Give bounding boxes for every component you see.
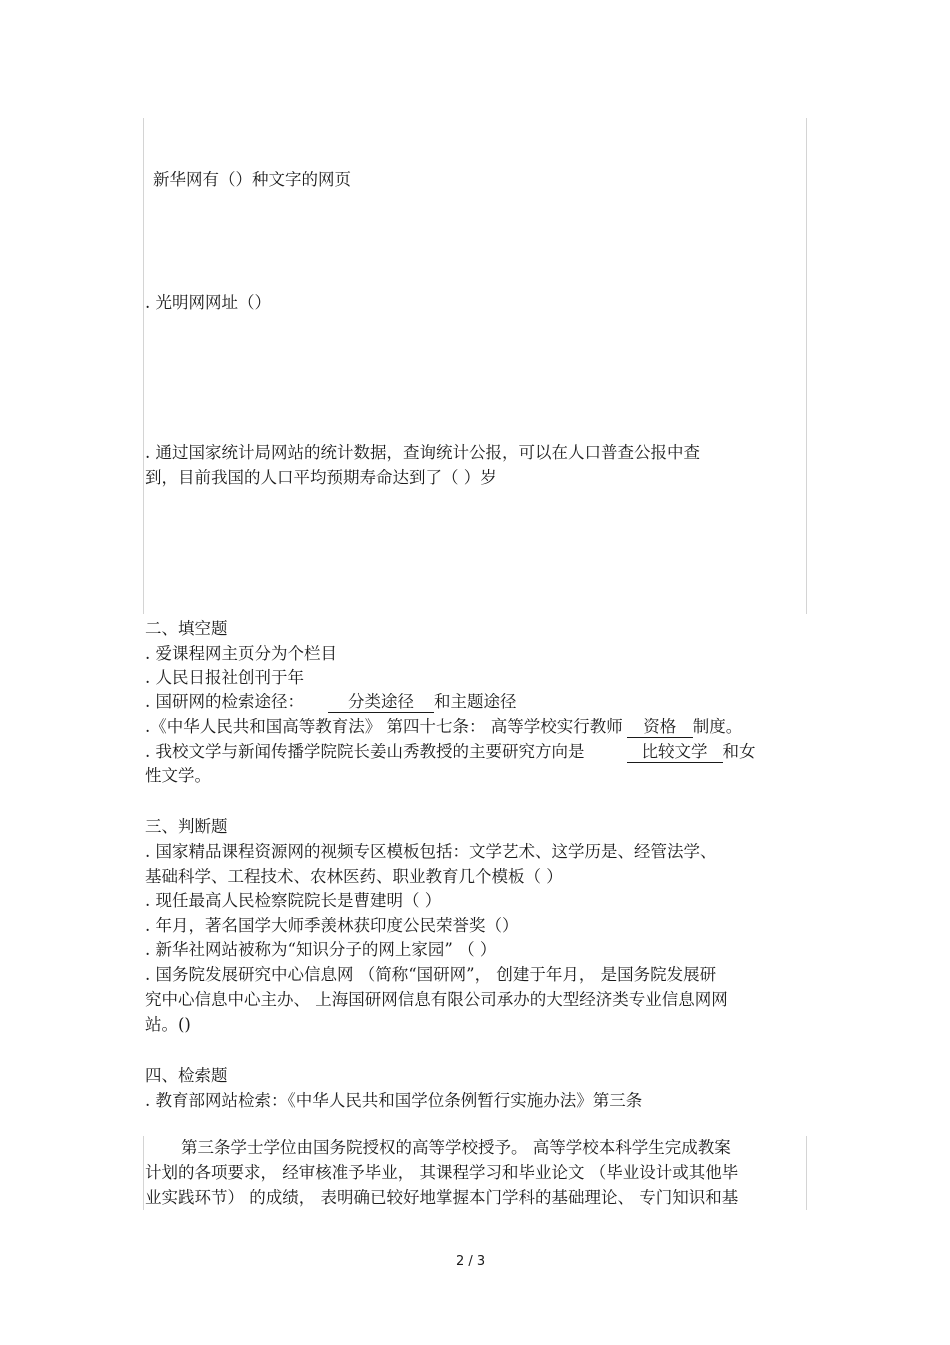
judge-item-4: . 新华社网站被称为“知识分子的网上家园” （ ） [145, 940, 497, 959]
judge-item-2: . 现任最高人民检察院院长是曹建明（ ） [145, 891, 442, 910]
question-guangming-url: . 光明网网址（） [145, 293, 271, 312]
fill-item-5-text: . 我校文学与新闻传播学院院长姜山秀教授的主要研究方向是 [145, 742, 585, 761]
question-life-expectancy-line2: 到，目前我国的人口平均预期寿命达到了（ ）岁 [145, 468, 497, 487]
fill-item-3-text: . 国研网的检索途径： [145, 692, 304, 711]
page-number: 2 / 3 [456, 1254, 486, 1269]
section-heading-search: 四、检索题 [145, 1066, 228, 1085]
section-heading-true-false: 三、判断题 [145, 817, 228, 836]
answer-line-1: 第三条学士学位由国务院授权的高等学校授予。 高等学校本科学生完成教案 [181, 1138, 731, 1157]
fill-item-2: . 人民日报社创刊于年 [145, 668, 304, 687]
question-xinhua-languages: 新华网有（）种文字的网页 [153, 170, 351, 189]
fill-item-3 [145, 690, 517, 714]
fill-item-5 [145, 740, 756, 764]
fill-item-3-suffix: 和主题途径 [434, 692, 517, 711]
answer-line-3: 业实践环节） 的成绩， 表明确已较好地掌握本门学科的基础理论、 专门知识和基 [145, 1188, 739, 1207]
judge-item-1-line1: . 国家精品课程资源网的视频专区模板包括：文学艺术、这学历是、经管法学、 [145, 842, 717, 861]
answer-line-2: 计划的各项要求， 经审核准予毕业， 其课程学习和毕业论文 （毕业设计或其他毕 [145, 1163, 739, 1182]
judge-item-5-line3: 站。() [145, 1015, 191, 1034]
judge-item-5-line1: . 国务院发展研究中心信息网 （简称“国研网”， 创建于年月， 是国务院发展研 [145, 965, 717, 984]
fill-item-1: . 爱课程网主页分为个栏目 [145, 644, 337, 663]
fill-item-4-suffix: 制度。 [692, 717, 743, 736]
fill-item-5-line2: 性文学。 [145, 766, 211, 785]
answer2-box-left-border [143, 1136, 144, 1210]
question-life-expectancy-line1: . 通过国家统计局网站的统计数据，查询统计公报，可以在人口普查公报中查 [145, 443, 700, 462]
fill-item-5-answer: 比较文学 [627, 742, 723, 763]
judge-item-5-line2: 究中心信息中心主办、 上海国研网信息有限公司承办的大型经济类专业信息网网 [145, 990, 728, 1009]
answer-box-right-border [806, 118, 807, 614]
fill-item-4-text: .《中华人民共和国高等教育法》 第四十七条： 高等学校实行教师 [145, 717, 623, 736]
section-heading-fill-in: 二、填空题 [145, 619, 228, 638]
fill-item-4-answer: 资格 [627, 717, 693, 738]
judge-item-3: . 年月，著名国学大师季羡林获印度公民荣誉奖（） [145, 916, 519, 935]
search-item-1: . 教育部网站检索：《中华人民共和国学位条例暂行实施办法》第三条 [145, 1091, 643, 1110]
judge-item-1-line2: 基础科学、工程技术、农林医药、职业教育几个模板（ ） [145, 867, 563, 886]
answer2-box-right-border [806, 1136, 807, 1210]
fill-item-3-answer: 分类途径 [328, 692, 434, 713]
answer-box-left-border [143, 118, 144, 614]
fill-item-5-suffix: 和女 [722, 742, 756, 761]
fill-item-4 [145, 715, 742, 739]
